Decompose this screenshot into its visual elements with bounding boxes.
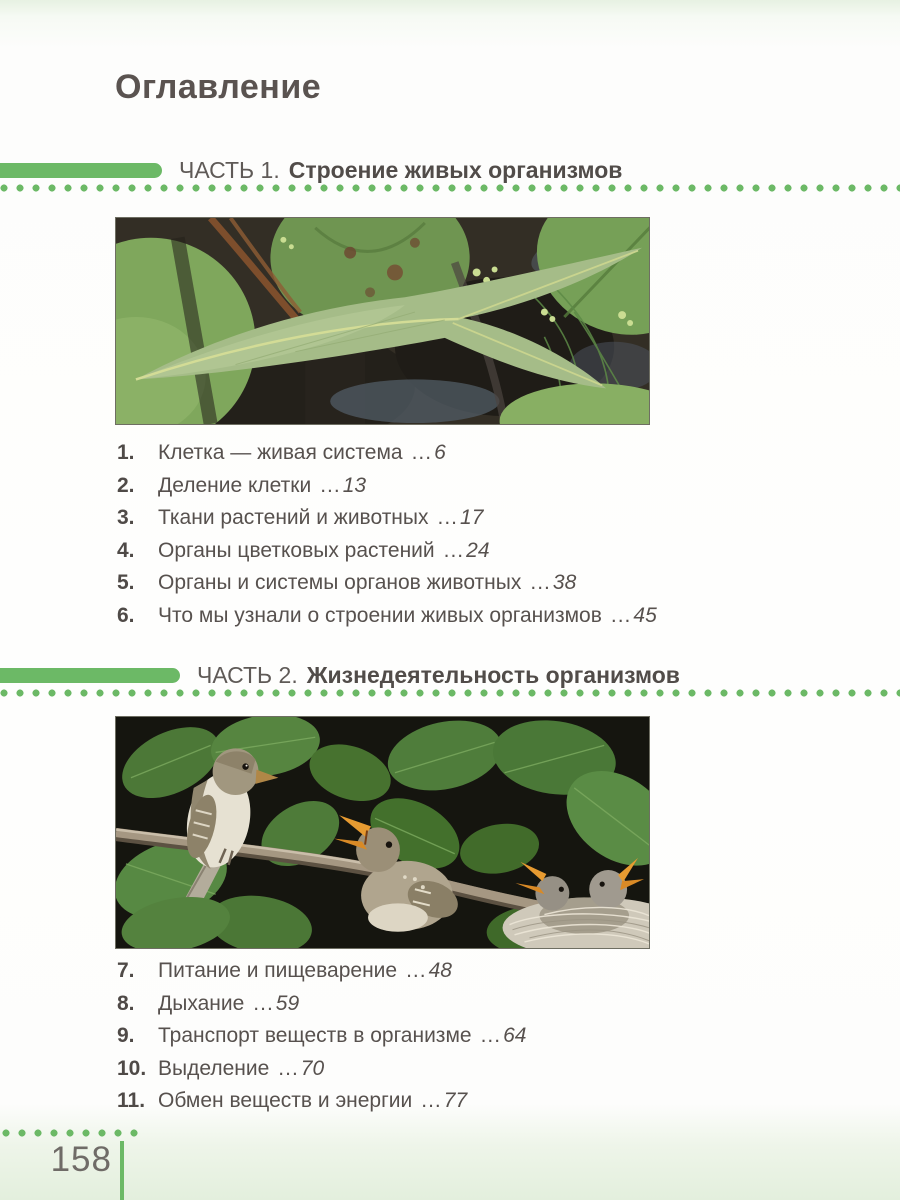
arrowhead-leaf-photo	[115, 217, 650, 425]
toc-item-title: Питание и пищеварение	[158, 959, 398, 982]
toc-item-number: 10.	[117, 1056, 147, 1080]
toc-item-leader: ...	[320, 473, 341, 497]
bird-family-photo	[115, 716, 650, 949]
toc-item-title: Дыхание	[158, 991, 245, 1015]
bird-photo-illustration	[116, 717, 649, 948]
part-1-heading	[179, 157, 622, 184]
toc-item-page: 59	[275, 991, 300, 1015]
toc-item-number: 5.	[117, 571, 135, 595]
toc-item-title: Ткани растений и животных	[158, 506, 429, 530]
toc-item-title: Деление клетки	[158, 473, 312, 497]
part-2-label: ЧАСТЬ 2.	[197, 661, 298, 688]
part-2-accent-bar	[0, 668, 180, 683]
toc-item	[117, 470, 797, 503]
toc-item-number: 1.	[117, 441, 135, 464]
toc-item-title: Органы и системы органов животных	[158, 571, 522, 595]
toc-item	[117, 1085, 797, 1118]
toc-item-title: Что мы узнали о строении живых организмов	[158, 603, 602, 627]
toc-item-title: Клетка — живая система	[158, 441, 403, 464]
toc-item	[117, 502, 797, 535]
toc-item-number: 11.	[117, 1089, 146, 1113]
toc-item	[117, 535, 797, 568]
toc-item-page: 24	[466, 538, 490, 562]
toc-item-leader: ...	[610, 603, 632, 627]
toc-item	[117, 437, 797, 470]
page-title: Оглавление	[115, 68, 322, 106]
part-2-heading	[197, 662, 680, 689]
toc-item-leader: ...	[530, 571, 551, 595]
toc-item	[117, 1020, 797, 1053]
toc-item-leader: ...	[253, 991, 274, 1015]
toc-item-leader: ...	[278, 1056, 299, 1080]
toc-list-part-1	[117, 437, 797, 633]
toc-item-number: 7.	[117, 959, 135, 982]
toc-item-title: Транспорт веществ в организме	[158, 1024, 472, 1048]
toc-item-leader: ...	[421, 1089, 442, 1113]
toc-item-page: 77	[443, 1089, 468, 1113]
toc-item-page: 13	[342, 473, 367, 497]
toc-item-page: 17	[460, 506, 484, 530]
toc-item-page: 48	[428, 959, 452, 982]
toc-item-leader: ...	[480, 1024, 502, 1048]
toc-item	[117, 1053, 797, 1086]
toc-item	[117, 567, 797, 600]
toc-item-number: 9.	[117, 1024, 135, 1048]
toc-item	[117, 955, 797, 988]
part-1-label: ЧАСТЬ 1.	[179, 156, 280, 183]
part-2-header	[0, 663, 900, 687]
toc-item-number: 4.	[117, 538, 135, 562]
toc-item	[117, 600, 797, 633]
leaf-photo-illustration	[116, 218, 649, 424]
toc-item-number: 8.	[117, 991, 135, 1015]
dotted-divider-2	[0, 689, 900, 697]
toc-item-number: 6.	[117, 603, 135, 627]
toc-item-number: 2.	[117, 473, 135, 497]
toc-item-title: Обмен веществ и энергии	[158, 1089, 413, 1113]
toc-item-title: Органы цветковых растений	[158, 538, 435, 562]
toc-item	[117, 988, 797, 1021]
toc-item-leader: ...	[443, 538, 465, 562]
part-2-title: Жизнедеятельность организмов	[306, 661, 680, 688]
part-1-header	[0, 158, 900, 182]
toc-item-leader: ...	[437, 506, 459, 530]
toc-list-part-2	[117, 955, 797, 1118]
footer-dotted-line	[2, 1129, 144, 1137]
toc-item-page: 70	[300, 1056, 325, 1080]
footer-page-number: 158	[50, 1140, 112, 1179]
toc-item-title: Выделение	[158, 1056, 270, 1080]
toc-item-leader: ...	[406, 959, 427, 982]
part-1-title: Строение живых организмов	[288, 156, 623, 183]
toc-item-page: 45	[633, 603, 657, 627]
toc-item-page: 6	[434, 441, 446, 464]
toc-item-number: 3.	[117, 506, 135, 530]
toc-item-page: 38	[552, 571, 577, 595]
toc-item-leader: ...	[411, 441, 433, 464]
dotted-divider-1	[0, 184, 900, 192]
footer-accent-line	[120, 1141, 124, 1200]
toc-item-page: 64	[503, 1024, 527, 1048]
part-1-accent-bar	[0, 163, 162, 178]
